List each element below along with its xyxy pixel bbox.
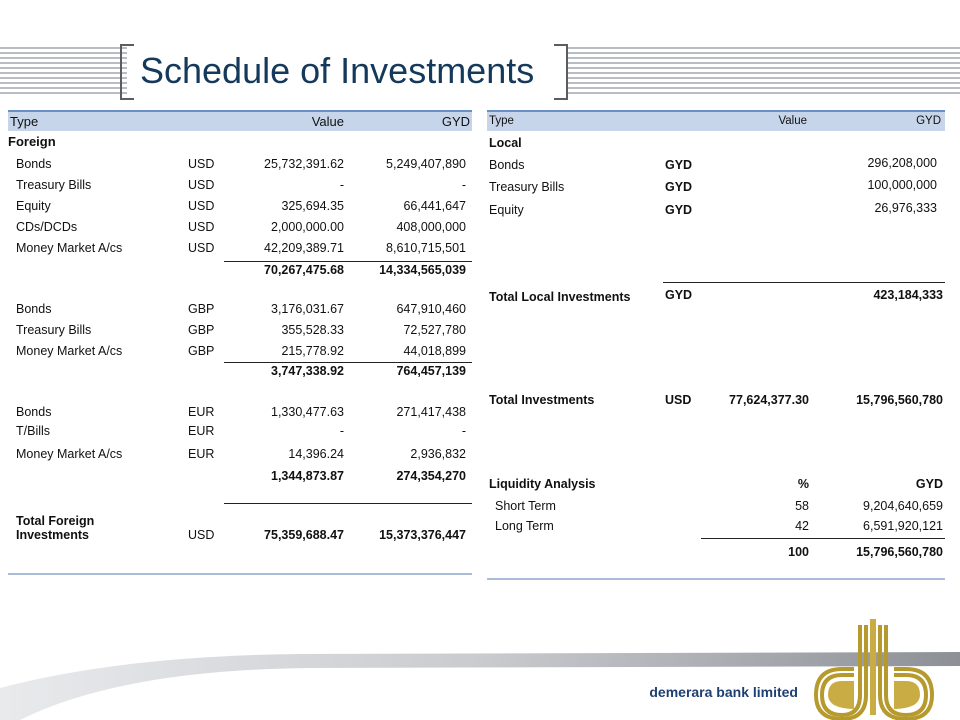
row-gyd: 26,976,333 xyxy=(874,201,937,215)
total-foreign-label-2: Investments xyxy=(16,528,89,542)
row-value: 42,209,389.71 xyxy=(264,241,344,255)
table-row xyxy=(8,405,472,423)
subtotal-value: 70,267,475.68 xyxy=(264,263,344,277)
row-label: Equity xyxy=(16,199,51,213)
table-row xyxy=(8,178,472,196)
row-currency: USD xyxy=(188,241,215,255)
row-gyd: - xyxy=(461,178,466,192)
row-currency: USD xyxy=(188,178,215,192)
title-bracket-right xyxy=(554,44,568,100)
liquidity-label: Liquidity Analysis xyxy=(489,477,596,491)
subtotal-row xyxy=(8,364,472,382)
table-header xyxy=(487,110,945,131)
total-rule xyxy=(224,503,472,504)
table-row xyxy=(487,499,945,517)
header-stripes-left xyxy=(0,47,127,97)
header-type: Type xyxy=(10,114,39,129)
total-investments-currency: USD xyxy=(665,393,692,407)
subtotal-gyd: 14,334,565,039 xyxy=(379,263,466,277)
liquidity-pct-header: % xyxy=(797,477,809,491)
header-gyd: GYD xyxy=(441,114,470,129)
local-total-rule xyxy=(663,282,945,283)
total-local-label: Total Local Investments xyxy=(489,290,631,304)
subtotal-gyd: 764,457,139 xyxy=(396,364,466,378)
row-currency: EUR xyxy=(188,447,215,461)
row-currency: GBP xyxy=(188,344,215,358)
table-row xyxy=(487,158,945,176)
row-gyd: 5,249,407,890 xyxy=(386,157,466,171)
row-value: - xyxy=(339,178,344,192)
table-row xyxy=(8,302,472,320)
row-label: Bonds xyxy=(16,302,52,316)
table-row xyxy=(487,180,945,198)
row-label: Money Market A/cs xyxy=(16,344,123,358)
table-row xyxy=(8,424,472,442)
total-local-gyd: 423,184,333 xyxy=(873,288,943,302)
row-currency: GYD xyxy=(665,158,693,172)
brand-name: demerara bank limited xyxy=(649,684,798,700)
subtotal-value: 1,344,873.87 xyxy=(271,469,344,483)
row-gyd: - xyxy=(461,424,466,438)
row-label: Treasury Bills xyxy=(16,178,92,192)
table-row xyxy=(8,241,472,259)
row-label: Equity xyxy=(489,203,524,217)
header-type: Type xyxy=(489,115,514,127)
row-gyd: 66,441,647 xyxy=(403,199,466,213)
table-header xyxy=(8,110,472,131)
total-foreign-gyd: 15,373,376,447 xyxy=(379,528,466,542)
row-currency: USD xyxy=(188,157,215,171)
row-value: - xyxy=(339,424,344,438)
row-gyd: 296,208,000 xyxy=(867,156,937,170)
row-label: Treasury Bills xyxy=(16,323,92,337)
liquidity-total-row xyxy=(487,545,945,563)
subtotal-row xyxy=(8,263,472,281)
table-row xyxy=(487,519,945,537)
row-gyd: 72,527,780 xyxy=(403,323,466,337)
page-title: Schedule of Investments xyxy=(140,50,535,91)
row-gyd: 6,591,920,121 xyxy=(863,519,943,533)
row-gyd: 2,936,832 xyxy=(410,447,466,461)
left-table-bottom-border xyxy=(8,573,472,575)
table-row xyxy=(487,203,945,221)
section-foreign: Foreign xyxy=(8,134,56,149)
subtotal-rule xyxy=(224,261,472,262)
total-foreign-value: 75,359,688.47 xyxy=(264,528,344,542)
table-row xyxy=(8,199,472,217)
row-label: Bonds xyxy=(16,157,52,171)
row-label: Treasury Bills xyxy=(489,180,565,194)
header-value: Value xyxy=(311,114,344,129)
table-row xyxy=(8,323,472,341)
row-gyd: 647,910,460 xyxy=(396,302,466,316)
row-label: CDs/DCDs xyxy=(16,220,78,234)
total-foreign-currency: USD xyxy=(188,528,215,542)
row-gyd: 408,000,000 xyxy=(396,220,466,234)
total-investments-label: Total Investments xyxy=(489,393,595,407)
row-label: T/Bills xyxy=(16,424,51,438)
row-value: 3,176,031.67 xyxy=(271,302,344,316)
header-stripes-right xyxy=(566,47,960,97)
subtotal-row xyxy=(8,469,472,487)
table-row xyxy=(8,220,472,238)
total-foreign-label-1: Total Foreign xyxy=(16,514,95,528)
row-currency: GBP xyxy=(188,323,215,337)
row-value: 325,694.35 xyxy=(281,199,344,213)
row-pct: 42 xyxy=(795,519,809,533)
local-investments-table xyxy=(487,110,945,580)
total-investments-value: 77,624,377.30 xyxy=(729,393,809,407)
row-pct: 58 xyxy=(795,499,809,513)
liquidity-total-rule xyxy=(701,538,945,539)
row-currency: GYD xyxy=(665,180,693,194)
row-gyd: 44,018,899 xyxy=(403,344,466,358)
total-local-currency: GYD xyxy=(665,288,693,302)
row-label: Bonds xyxy=(16,405,52,419)
row-label: Money Market A/cs xyxy=(16,241,123,255)
table-row xyxy=(8,344,472,362)
row-currency: USD xyxy=(188,220,215,234)
row-label: Short Term xyxy=(495,499,556,513)
row-value: 1,330,477.63 xyxy=(271,405,344,419)
row-gyd: 8,610,715,501 xyxy=(386,241,466,255)
row-value: 355,528.33 xyxy=(281,323,344,337)
row-label: Bonds xyxy=(489,158,525,172)
section-local: Local xyxy=(489,136,522,150)
subtotal-rule xyxy=(224,362,472,363)
bank-logo-icon xyxy=(814,615,944,720)
row-value: 2,000,000.00 xyxy=(271,220,344,234)
row-value: 215,778.92 xyxy=(281,344,344,358)
header-value: Value xyxy=(778,115,807,127)
row-value: 14,396.24 xyxy=(288,447,344,461)
liquidity-gyd-header: GYD xyxy=(915,477,943,491)
row-value: 25,732,391.62 xyxy=(264,157,344,171)
foreign-investments-table xyxy=(8,110,472,580)
header-gyd: GYD xyxy=(916,115,941,127)
row-gyd: 9,204,640,659 xyxy=(863,499,943,513)
table-row xyxy=(8,447,472,465)
row-currency: EUR xyxy=(188,424,215,438)
row-label: Long Term xyxy=(495,519,554,533)
total-investments-gyd: 15,796,560,780 xyxy=(856,393,943,407)
row-gyd: 100,000,000 xyxy=(867,178,937,192)
row-gyd: 271,417,438 xyxy=(396,405,466,419)
row-currency: USD xyxy=(188,199,215,213)
subtotal-gyd: 274,354,270 xyxy=(396,469,466,483)
subtotal-value: 3,747,338.92 xyxy=(271,364,344,378)
row-currency: GYD xyxy=(665,203,693,217)
title-bracket-left xyxy=(120,44,134,100)
liquidity-total-pct: 100 xyxy=(788,545,809,559)
row-label: Money Market A/cs xyxy=(16,447,123,461)
row-currency: GBP xyxy=(188,302,215,316)
right-table-bottom-border xyxy=(487,578,945,580)
table-row xyxy=(8,157,472,175)
liquidity-total-gyd: 15,796,560,780 xyxy=(856,545,943,559)
row-currency: EUR xyxy=(188,405,215,419)
